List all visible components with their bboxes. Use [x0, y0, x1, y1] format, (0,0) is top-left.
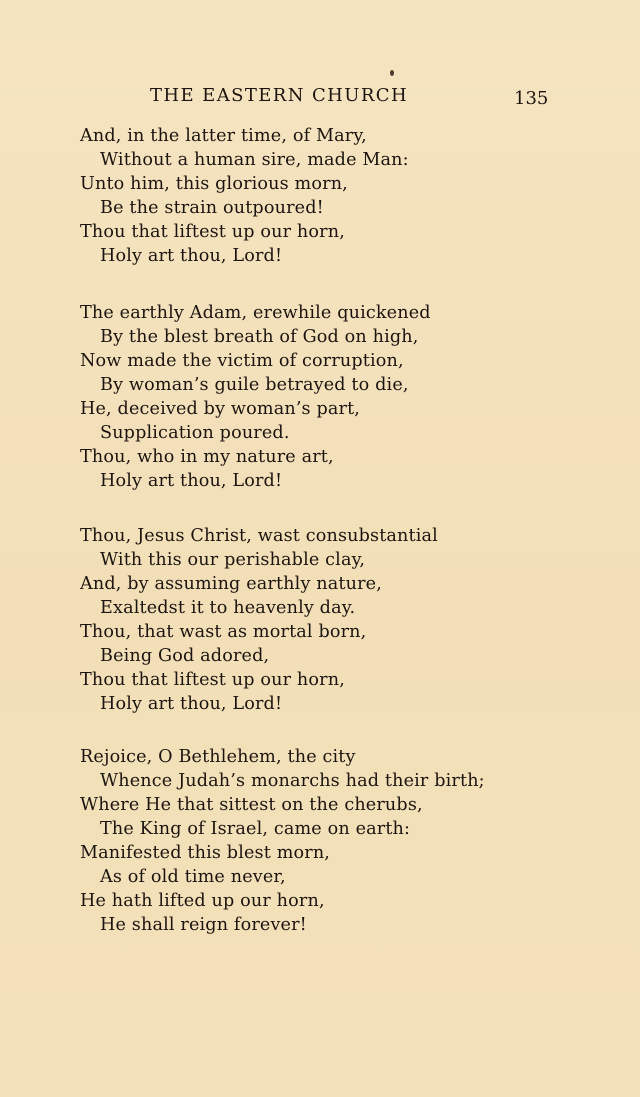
- stanza-2: [80, 301, 610, 493]
- running-head: THE EASTERN CHURCH: [150, 85, 409, 106]
- verse-line: By woman’s guile betrayed to die,: [100, 375, 409, 395]
- verse-line: He hath lifted up our horn,: [80, 891, 325, 911]
- verse-line: Thou, that wast as mortal born,: [80, 622, 367, 642]
- verse-line: The earthly Adam, erewhile quickened: [80, 303, 431, 323]
- verse-line: Manifested this blest morn,: [80, 843, 331, 863]
- verse-line: Thou, who in my nature art,: [80, 447, 334, 467]
- verse-line: Thou, Jesus Christ, wast consubstantial: [80, 526, 438, 546]
- verse-line: Holy art thou, Lord!: [100, 694, 283, 714]
- verse-line: Holy art thou, Lord!: [100, 246, 283, 266]
- stanza-3: [80, 524, 610, 716]
- verse-line: Whence Judah’s monarchs had their birth;: [100, 771, 485, 791]
- verse-line: Without a human sire, made Man:: [100, 150, 409, 170]
- verse-line: Where He that sittest on the cherubs,: [80, 795, 423, 815]
- verse-line: And, in the latter time, of Mary,: [80, 126, 367, 146]
- verse-line: Holy art thou, Lord!: [100, 471, 283, 491]
- stanza-1: [80, 124, 610, 268]
- verse-line: He, deceived by woman’s part,: [80, 399, 361, 419]
- verse-line: And, by assuming earthly nature,: [80, 574, 382, 594]
- verse-line: Rejoice, O Bethlehem, the city: [80, 747, 356, 767]
- page-number: 135: [514, 88, 549, 109]
- verse-line: By the blest breath of God on high,: [100, 327, 419, 347]
- verse-line: Being God adored,: [100, 646, 270, 666]
- verse-line: Supplication poured.: [100, 423, 290, 443]
- verse-line: The King of Israel, came on earth:: [100, 819, 411, 839]
- ink-speck-mark: [390, 70, 394, 76]
- verse-line: Thou that liftest up our horn,: [80, 222, 345, 242]
- verse-line: As of old time never,: [100, 867, 286, 887]
- verse-line: Be the strain outpoured!: [100, 198, 324, 218]
- verse-line: Unto him, this glorious morn,: [80, 174, 348, 194]
- verse-line: He shall reign forever!: [100, 915, 307, 935]
- verse-line: Thou that liftest up our horn,: [80, 670, 345, 690]
- stanza-4: [80, 745, 610, 937]
- verse-line: With this our perishable clay,: [100, 550, 366, 570]
- verse-line: Now made the victim of corruption,: [80, 351, 404, 371]
- verse-line: Exaltedst it to heavenly day.: [100, 598, 356, 618]
